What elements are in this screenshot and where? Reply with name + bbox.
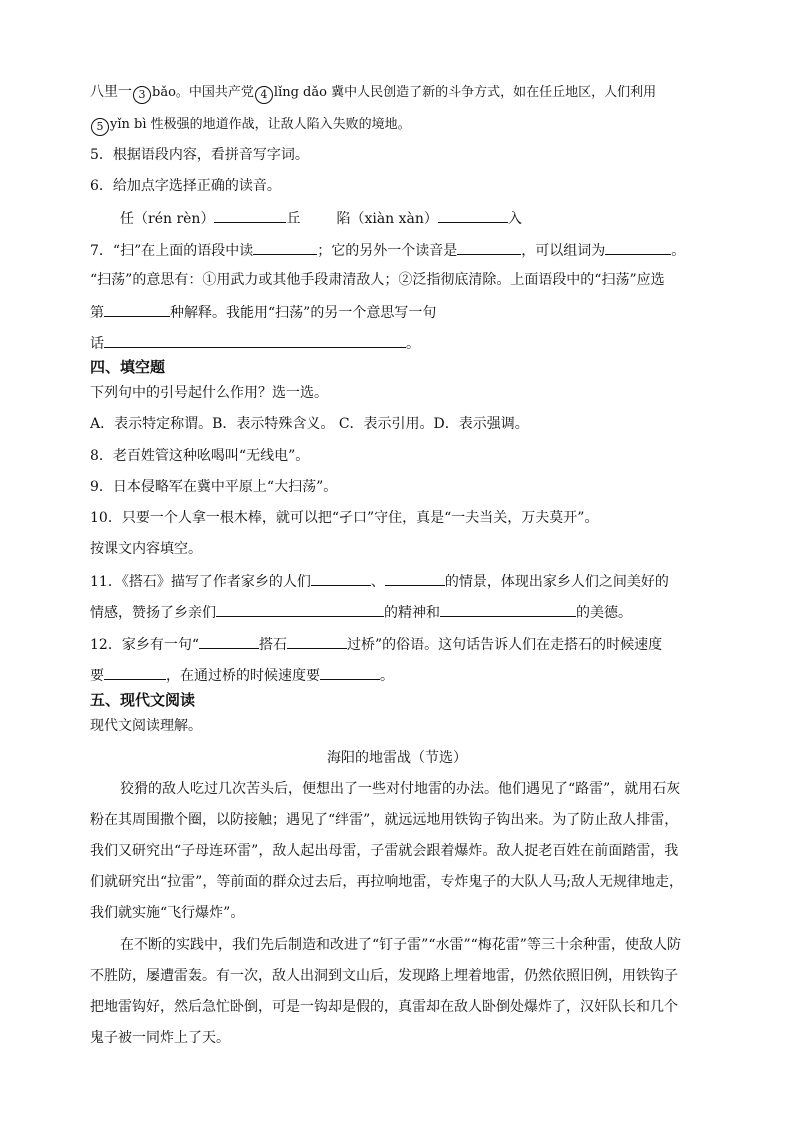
question-text: 种解释。我能用“扫荡”的另一个意思写一句 xyxy=(170,305,437,321)
answer-blank[interactable] xyxy=(605,240,671,255)
paragraph-1-line: 我们就实施“飞行爆炸”。 xyxy=(90,905,245,921)
question-7-line-4 xyxy=(90,333,420,353)
question-text: 第 xyxy=(90,305,104,321)
section-4-options: A．表示特定称谓。B．表示特殊含义。 C．表示引用。D．表示强调。 xyxy=(90,416,529,432)
article-title: 海阳的地雷战（节选） xyxy=(327,750,467,766)
paragraph-2-line: 在不断的实践中，我们先后制造和改进了“钉子雷”“水雷”“梅花雷”等三十余种雷，使敌人防 xyxy=(120,937,681,953)
passage-text: 八里一 xyxy=(90,84,132,100)
question-6: 6．给加点字选择正确的读音。 xyxy=(90,178,281,194)
paragraph-1-line: 狡猾的敌人吃过几次苦头后，便想出了一些对付地雷的办法。他们遇见了“路雷”，就用石灰 xyxy=(120,781,681,797)
section-4-intro: 下列句中的引号起什么作用？选一选。 xyxy=(90,385,328,401)
question-text: 。 xyxy=(671,243,686,259)
section-5-heading: 五、现代文阅读 xyxy=(90,691,196,709)
paragraph-1-line: 们就研究出“拉雷”，等前面的群众过去后，再拉响地雷，专炸鬼子的大队人马;敌人无规律地走， xyxy=(90,874,684,890)
question-11-line-2 xyxy=(90,602,632,622)
answer-blank[interactable] xyxy=(287,634,347,649)
answer-blank[interactable] xyxy=(253,240,317,255)
question-text: 12．家乡有一句“ xyxy=(90,637,199,653)
answer-blank[interactable] xyxy=(457,240,521,255)
question-8: 8．老百姓管这种吆喝叫“无线电”。 xyxy=(90,448,310,464)
section-4-heading: 四、填空题 xyxy=(90,358,166,376)
answer-blank[interactable] xyxy=(320,665,380,680)
option-text: 任（rén rèn） xyxy=(120,211,215,227)
circled-number-4: 4 xyxy=(255,86,273,104)
question-12-line-1 xyxy=(90,634,662,654)
answer-blank[interactable] xyxy=(104,302,170,317)
paragraph-1-line: 粉在其周围撒个圈，以防接触；遇见了“绊雷”，就远远地用铁钩子钩出来。为了防止敌人排雷， xyxy=(90,812,679,828)
question-9: 9．日本侵略军在冀中平原上“大扫荡”。 xyxy=(90,479,338,495)
question-text: 的美德。 xyxy=(576,605,632,621)
option-text: 陷（xiàn xàn） xyxy=(336,211,438,227)
answer-blank[interactable] xyxy=(311,571,371,586)
option-text: 入 xyxy=(507,211,522,227)
question-text: 11．《搭石》描写了作者家乡的人们 xyxy=(90,574,311,590)
answer-blank[interactable] xyxy=(385,571,445,586)
answer-blank[interactable] xyxy=(199,634,259,649)
question-7-line-3 xyxy=(90,302,436,322)
question-text: ，可以组词为 xyxy=(521,243,606,259)
question-12-line-2 xyxy=(90,665,394,685)
answer-blank[interactable] xyxy=(214,208,286,223)
passage-text: lǐng dǎo 冀中人民创造了新的斗争方式，如在任丘地区，人们利用 xyxy=(273,85,657,100)
question-text: 情感，赞扬了乡亲们 xyxy=(90,605,216,621)
question-7-line-1 xyxy=(90,240,685,260)
question-6-options xyxy=(120,208,522,228)
question-10: 10．只要一个人拿一根木棒，就可以把“孑口”守住，真是“一夫当关，万夫莫开”。 xyxy=(90,510,599,526)
question-text: 。 xyxy=(380,668,394,684)
answer-blank[interactable] xyxy=(440,602,576,617)
answer-blank[interactable] xyxy=(216,602,384,617)
passage-line-1 xyxy=(90,83,656,104)
question-5: 5．根据语段内容，看拼音写字词。 xyxy=(90,147,309,163)
paragraph-2-line: 把地雷钩好，然后急忙卧倒，可是一钩却是假的，真雷却在敌人卧倒处爆炸了，汉奸队长和几个 xyxy=(90,999,678,1015)
question-text: 、 xyxy=(370,574,385,590)
question-text: 7．“扫”在上面的语段中读 xyxy=(90,243,254,259)
question-11-line-1 xyxy=(90,571,669,591)
question-text: ；它的另外一个读音是 xyxy=(317,243,458,259)
answer-blank[interactable] xyxy=(438,208,508,223)
question-text: 的情景，体现出家乡人们之间美好的 xyxy=(444,574,669,590)
option-text: 丘 xyxy=(286,211,301,227)
question-text: 。 xyxy=(406,336,420,352)
question-text: ，在通过桥的时候速度要 xyxy=(166,668,320,684)
answer-blank[interactable] xyxy=(104,333,406,348)
section-5-intro: 现代文阅读理解。 xyxy=(90,718,202,734)
circled-number-5: 5 xyxy=(91,118,109,136)
paragraph-1-line: 我们又研究出“子母连环雷”，敌人起出母雷，子雷就会跟着爆炸。敌人捉老百姓在前面踏雷，我 xyxy=(90,843,679,859)
question-text: 要 xyxy=(90,668,104,684)
question-7-line-2: “扫荡”的意思有：①用武力或其他手段肃清敌人；②泛指彻底清除。上面语段中的“扫荡”应选 xyxy=(90,272,665,288)
question-text: 搭石 xyxy=(258,637,287,653)
answer-blank[interactable] xyxy=(104,665,166,680)
question-text: 话 xyxy=(90,336,104,352)
passage-text: bǎo。中国共产党 xyxy=(152,85,254,100)
circled-number-3: 3 xyxy=(133,86,151,104)
passage-line-2 xyxy=(90,115,411,136)
paragraph-2-line: 不胜防，屡遭雷轰。有一次，敌人出洞到文山后，发现路上埋着地雷，仍然依照旧例，用铁钩子 xyxy=(90,968,678,984)
question-text: 过桥”的俗语。这句话告诉人们在走搭石的时候速度 xyxy=(346,637,663,653)
question-text: 的精神和 xyxy=(384,605,440,621)
fill-intro: 按课文内容填空。 xyxy=(90,541,202,557)
passage-text: yǐn bì 性极强的地道作战，让敌人陷入失败的境地。 xyxy=(110,117,411,132)
paragraph-2-line: 鬼子被一同炸上了天。 xyxy=(90,1030,230,1046)
